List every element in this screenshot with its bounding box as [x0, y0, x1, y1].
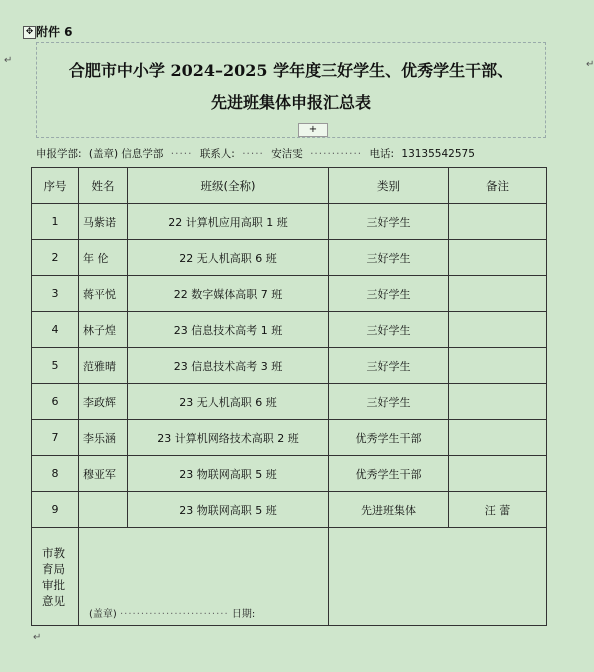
cell-no[interactable]: 9	[32, 492, 79, 528]
header-name: 姓名	[79, 168, 128, 204]
cell-category[interactable]: 三好学生	[329, 240, 449, 276]
table-row	[32, 384, 547, 420]
header-category: 类别	[329, 168, 449, 204]
table-move-handle-icon[interactable]: ✥	[23, 26, 36, 39]
cell-class[interactable]: 23 信息技术高考 3 班	[128, 348, 329, 384]
cell-class[interactable]: 23 信息技术高考 1 班	[128, 312, 329, 348]
cell-note[interactable]	[449, 240, 547, 276]
cell-category[interactable]: 优秀学生干部	[329, 456, 449, 492]
paragraph-mark-icon: ↵	[33, 632, 42, 643]
cell-note[interactable]	[449, 456, 547, 492]
add-row-icon[interactable]: +	[298, 123, 328, 137]
cell-no[interactable]: 7	[32, 420, 79, 456]
cell-note[interactable]	[449, 384, 547, 420]
table-row	[32, 276, 547, 312]
cell-class[interactable]: 23 计算机网络技术高职 2 班	[128, 420, 329, 456]
page-title-line1: 合肥市中小学 2024–2025 学年度三好学生、优秀学生干部、	[68, 61, 514, 80]
seal-date-line: (盖章) ·························· 日期:	[89, 609, 256, 620]
table-row	[32, 456, 547, 492]
cell-note[interactable]	[449, 204, 547, 240]
table-row	[32, 420, 547, 456]
date-label: 日期:	[231, 609, 256, 620]
cell-name[interactable]: 马紫诺	[79, 204, 128, 240]
cell-note[interactable]: 汪 蕾	[449, 492, 547, 528]
cell-class[interactable]: 22 无人机高职 6 班	[128, 240, 329, 276]
approval-label	[32, 528, 79, 626]
table-row	[32, 492, 547, 528]
cell-class[interactable]: 23 物联网高职 5 班	[128, 492, 329, 528]
phone-value: 13135542575	[401, 148, 475, 160]
cell-name[interactable]: 穆亚军	[79, 456, 128, 492]
attachment-label: 附件 6	[36, 25, 73, 39]
cell-name[interactable]	[79, 492, 128, 528]
phone-label: 电话:	[369, 148, 395, 160]
submission-info: 申报学部: (盖章) 信息学部 ····· 联系人: ····· 安洁雯 ············ 电话: 13135542575	[36, 148, 475, 160]
contact-value: 安洁雯	[271, 148, 303, 160]
paragraph-mark-icon: ↵	[586, 59, 594, 70]
cell-name[interactable]: 蒋平悦	[79, 276, 128, 312]
cell-no[interactable]: 5	[32, 348, 79, 384]
table-row	[32, 240, 547, 276]
cell-no[interactable]: 4	[32, 312, 79, 348]
cell-name[interactable]: 年 伦	[79, 240, 128, 276]
header-note: 备注	[449, 168, 547, 204]
cell-class[interactable]: 22 数字媒体高职 7 班	[128, 276, 329, 312]
cell-name[interactable]: 林子煌	[79, 312, 128, 348]
cell-category[interactable]: 三好学生	[329, 312, 449, 348]
header-no: 序号	[32, 168, 79, 204]
summary-table	[31, 167, 547, 626]
paragraph-mark-icon: ↵	[4, 55, 13, 66]
cell-name[interactable]: 范雅晴	[79, 348, 128, 384]
cell-category[interactable]: 三好学生	[329, 204, 449, 240]
cell-note[interactable]	[449, 348, 547, 384]
cell-note[interactable]	[449, 312, 547, 348]
approval-label-line: 育局	[42, 561, 65, 576]
cell-category[interactable]: 三好学生	[329, 384, 449, 420]
cell-no[interactable]: 2	[32, 240, 79, 276]
school-value: (盖章) 信息学部	[88, 148, 164, 160]
cell-name[interactable]: 李政辉	[79, 384, 128, 420]
cell-category[interactable]: 先进班集体	[329, 492, 449, 528]
table-row	[32, 204, 547, 240]
cell-no[interactable]: 3	[32, 276, 79, 312]
approval-label-line: 市教	[42, 545, 65, 560]
table-row	[32, 312, 547, 348]
page-title-line2: 先进班集体申报汇总表	[210, 93, 371, 112]
cell-note[interactable]	[449, 420, 547, 456]
cell-no[interactable]: 8	[32, 456, 79, 492]
seal-label: (盖章)	[89, 609, 117, 620]
cell-no[interactable]: 6	[32, 384, 79, 420]
school-label: 申报学部:	[36, 148, 82, 160]
table-row	[32, 348, 547, 384]
cell-category[interactable]: 优秀学生干部	[329, 420, 449, 456]
cell-note[interactable]	[449, 276, 547, 312]
approval-label-line: 审批	[42, 577, 65, 592]
approval-label-line: 意见	[42, 593, 65, 608]
approval-row	[32, 528, 547, 626]
cell-class[interactable]: 22 计算机应用高职 1 班	[128, 204, 329, 240]
contact-label: 联系人:	[199, 148, 235, 160]
cell-category[interactable]: 三好学生	[329, 276, 449, 312]
cell-no[interactable]: 1	[32, 204, 79, 240]
approval-blank-cell[interactable]	[329, 528, 547, 626]
cell-class[interactable]: 23 物联网高职 5 班	[128, 456, 329, 492]
approval-opinion-cell[interactable]	[79, 528, 329, 626]
cell-category[interactable]: 三好学生	[329, 348, 449, 384]
cell-class[interactable]: 23 无人机高职 6 班	[128, 384, 329, 420]
cell-name[interactable]: 李乐涵	[79, 420, 128, 456]
header-class: 班级(全称)	[128, 168, 329, 204]
